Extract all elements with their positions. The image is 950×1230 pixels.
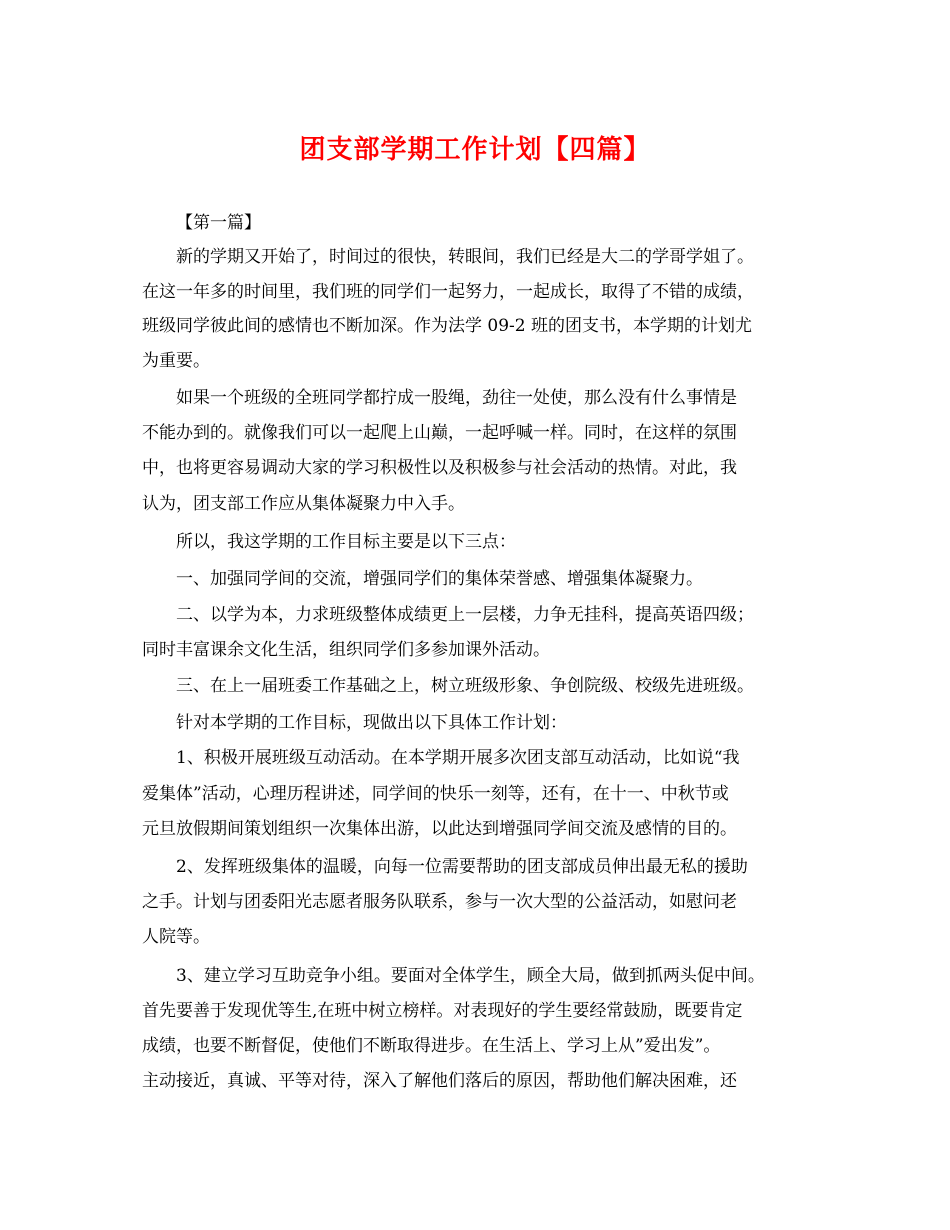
section-heading: 【第一篇】 bbox=[176, 213, 261, 233]
paragraph-line: 不能办到的。就像我们可以一起爬上山巅，一起呼喊一样。同时，在这样的氛围 bbox=[142, 423, 737, 443]
paragraph-line: 爱集体”活动，心理历程讲述，同学间的快乐一刻等，还有，在十一、中秋节或 bbox=[142, 784, 729, 804]
paragraph-line: 3、建立学习互助竞争小组。要面对全体学生，顾全大局，做到抓两头促中间。 bbox=[176, 966, 765, 986]
paragraph-line: 为重要。 bbox=[142, 351, 210, 371]
paragraph-line: 主动接近，真诚、平等对待，深入了解他们落后的原因，帮助他们解决困难，还 bbox=[142, 1071, 737, 1091]
paragraph-line: 首先要善于发现优等生,在班中树立榜样。对表现好的学生要经常鼓励，既要肯定 bbox=[142, 1001, 743, 1021]
document-title: 团支部学期工作计划【四篇】 bbox=[299, 135, 651, 165]
paragraph-line: 如果一个班级的全班同学都拧成一股绳，劲往一处使，那么没有什么事情是 bbox=[176, 388, 737, 408]
paragraph-line: 一、加强同学间的交流，增强同学们的集体荣誉感、增强集体凝聚力。 bbox=[176, 569, 703, 589]
paragraph-line: 三、在上一届班委工作基础之上，树立班级形象、争创院级、校级先进班级。 bbox=[176, 676, 754, 696]
paragraph-line: 二、以学为本，力求班级整体成绩更上一层楼，力争无挂科，提高英语四级； bbox=[176, 605, 754, 625]
paragraph-line: 1、积极开展班级互动活动。在本学期开展多次团支部互动活动，比如说“我 bbox=[176, 748, 740, 768]
paragraph-line: 之手。计划与团委阳光志愿者服务队联系，参与一次大型的公益活动，如慰问老 bbox=[142, 892, 737, 912]
paragraph-line: 成绩，也要不断督促，使他们不断取得进步。在生活上、学习上从”爱出发”。 bbox=[142, 1036, 721, 1056]
paragraph-line: 针对本学期的工作目标，现做出以下具体工作计划： bbox=[176, 713, 567, 733]
paragraph-line: 所以，我这学期的工作目标主要是以下三点： bbox=[176, 532, 516, 552]
paragraph-line: 同时丰富课余文化生活，组织同学们多参加课外活动。 bbox=[142, 640, 550, 660]
paragraph-line: 新的学期又开始了，时间过的很快，转眼间，我们已经是大二的学哥学姐了。 bbox=[176, 247, 754, 267]
paragraph-line: 在这一年多的时间里，我们班的同学们一起努力，一起成长，取得了不错的成绩， bbox=[142, 282, 754, 302]
paragraph-line: 2、发挥班级集体的温暖，向每一位需要帮助的团支部成员伸出最无私的援助 bbox=[176, 857, 748, 877]
paragraph-line: 认为，团支部工作应从集体凝聚力中入手。 bbox=[142, 494, 465, 514]
paragraph-line: 元旦放假期间策划组织一次集体出游，以此达到增强同学间交流及感情的目的。 bbox=[142, 819, 737, 839]
paragraph-line: 中，也将更容易调动大家的学习积极性以及积极参与社会活动的热情。对此，我 bbox=[142, 458, 737, 478]
paragraph-line: 人院等。 bbox=[142, 927, 210, 947]
paragraph-line: 班级同学彼此间的感情也不断加深。作为法学 09-2 班的团支书，本学期的计划尤 bbox=[142, 316, 752, 336]
